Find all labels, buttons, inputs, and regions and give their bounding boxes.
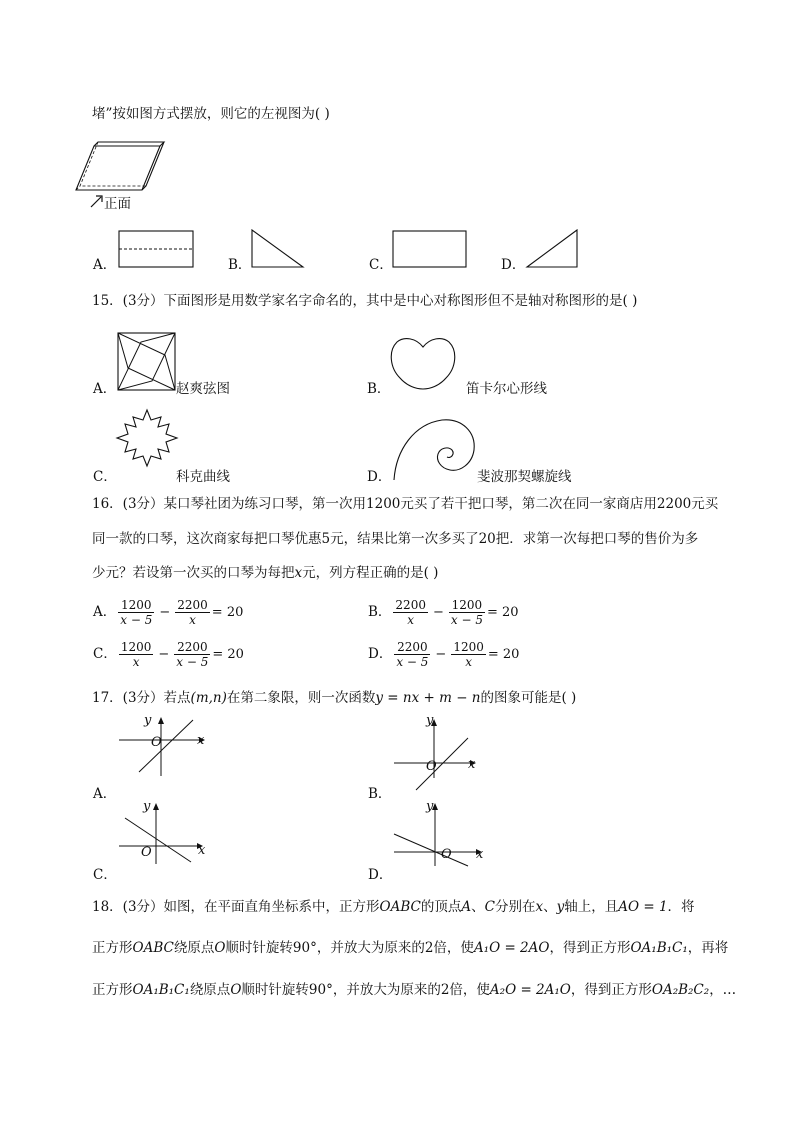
front-label: 正面: [104, 196, 131, 212]
q15-name-a: 赵爽弦图: [176, 381, 230, 397]
q17-d-y-label: y: [426, 799, 434, 814]
front-arrow-icon: [90, 194, 104, 208]
q16-option-c[interactable]: C． $\frac{1200}{x}$ − $\frac{2200}{x - 5}$ = 20: [93, 640, 244, 669]
q16-option-b[interactable]: B． $\frac{2200}{x}$ − $\frac{1200}{x - 5}$ = 20: [368, 598, 519, 627]
q16-line1: 16．(3分）某口琴社团为练习口琴，第一次用1200元买了若干把口琴，第二次在同一家商店用2200元买: [92, 496, 719, 512]
q18-line2: 正方形OABC绕原点O顺时针旋转90°，并放大为原来的2倍，使A₁O = 2AO，得到正方形OA₁B₁C₁，再将: [92, 940, 729, 956]
q15-name-b: 笛卡尔心形线: [466, 381, 547, 397]
q17-a-x-label: x: [197, 733, 205, 748]
q17-a-y-label: y: [144, 713, 152, 728]
q17-b-x-label: x: [468, 757, 476, 772]
q14-option-b[interactable]: B．: [228, 257, 252, 273]
q17-c-y-label: y: [143, 799, 151, 814]
q14-option-d[interactable]: D．: [501, 257, 526, 273]
q17-d-origin: O: [441, 847, 452, 862]
q17-b-y-label: y: [426, 713, 434, 728]
q16-option-a[interactable]: A． $\frac{1200}{x - 5}$ − $\frac{2200}{x}$ = 20: [93, 598, 244, 627]
q17-stem: 17．(3分）若点(m,n)在第二象限，则一次函数y = nx + m − n的图象可能是( ): [92, 690, 577, 706]
q17-b-origin: O: [426, 759, 437, 774]
q17-d-x-label: x: [476, 847, 484, 862]
fibonacci-spiral: [390, 412, 480, 482]
q17-option-d[interactable]: D．: [368, 867, 393, 883]
q15-option-c[interactable]: C．: [93, 469, 117, 485]
q17-c-x-label: x: [198, 843, 206, 858]
q14-option-a[interactable]: A．: [93, 257, 117, 273]
q14-option-c[interactable]: C．: [369, 257, 393, 273]
q15-stem: 15．(3分）下面图形是用数学家名字命名的，其中是中心对称图形但不是轴对称图形的是( ): [92, 293, 638, 309]
koch-curve: [113, 408, 181, 468]
q15-option-a[interactable]: A．: [93, 381, 117, 397]
q18-line3: 正方形OA₁B₁C₁绕原点O顺时针旋转90°，并放大为原来的2倍，使A₂O = 2A₁O，得到正方形OA₂B₂C₂，…: [92, 982, 737, 998]
q17-graph-d: [390, 800, 490, 866]
prism-figure: [74, 140, 164, 195]
cardioid-curve: [390, 335, 456, 391]
q18-line1: 18．(3分）如图，在平面直角坐标系中，正方形OABC的顶点A、C分别在x、y轴上，且AO = 1．将: [92, 899, 695, 915]
q14-figure-d: [526, 229, 580, 271]
zhao-shuang-diagram: [117, 332, 177, 392]
q15-option-b[interactable]: B．: [367, 381, 391, 397]
q15-name-c: 科克曲线: [176, 469, 230, 485]
q17-option-a[interactable]: A．: [93, 786, 117, 802]
q14-stem: 堵”按如图方式摆放，则它的左视图为( ): [92, 106, 330, 122]
q15-name-d: 斐波那契螺旋线: [477, 469, 572, 485]
q16-line2: 同一款的口琴，这次商家每把口琴优惠5元，结果比第一次多买了20把．求第一次每把口琴的售价为多: [92, 531, 699, 547]
q16-option-d[interactable]: D． $\frac{2200}{x - 5}$ − $\frac{1200}{x}$ = 20: [368, 640, 520, 669]
q17-c-origin: O: [141, 845, 152, 860]
q17-option-c[interactable]: C．: [93, 867, 117, 883]
q17-option-b[interactable]: B．: [368, 786, 392, 802]
q14-figure-b: [251, 229, 305, 271]
q14-figure-c: [392, 230, 468, 270]
q15-option-d[interactable]: D．: [367, 469, 392, 485]
q14-figure-a: [118, 230, 194, 270]
q16-line3: 少元？若设第一次买的口琴为每把x元，列方程正确的是( ): [92, 565, 439, 581]
q17-a-origin: O: [151, 735, 162, 750]
